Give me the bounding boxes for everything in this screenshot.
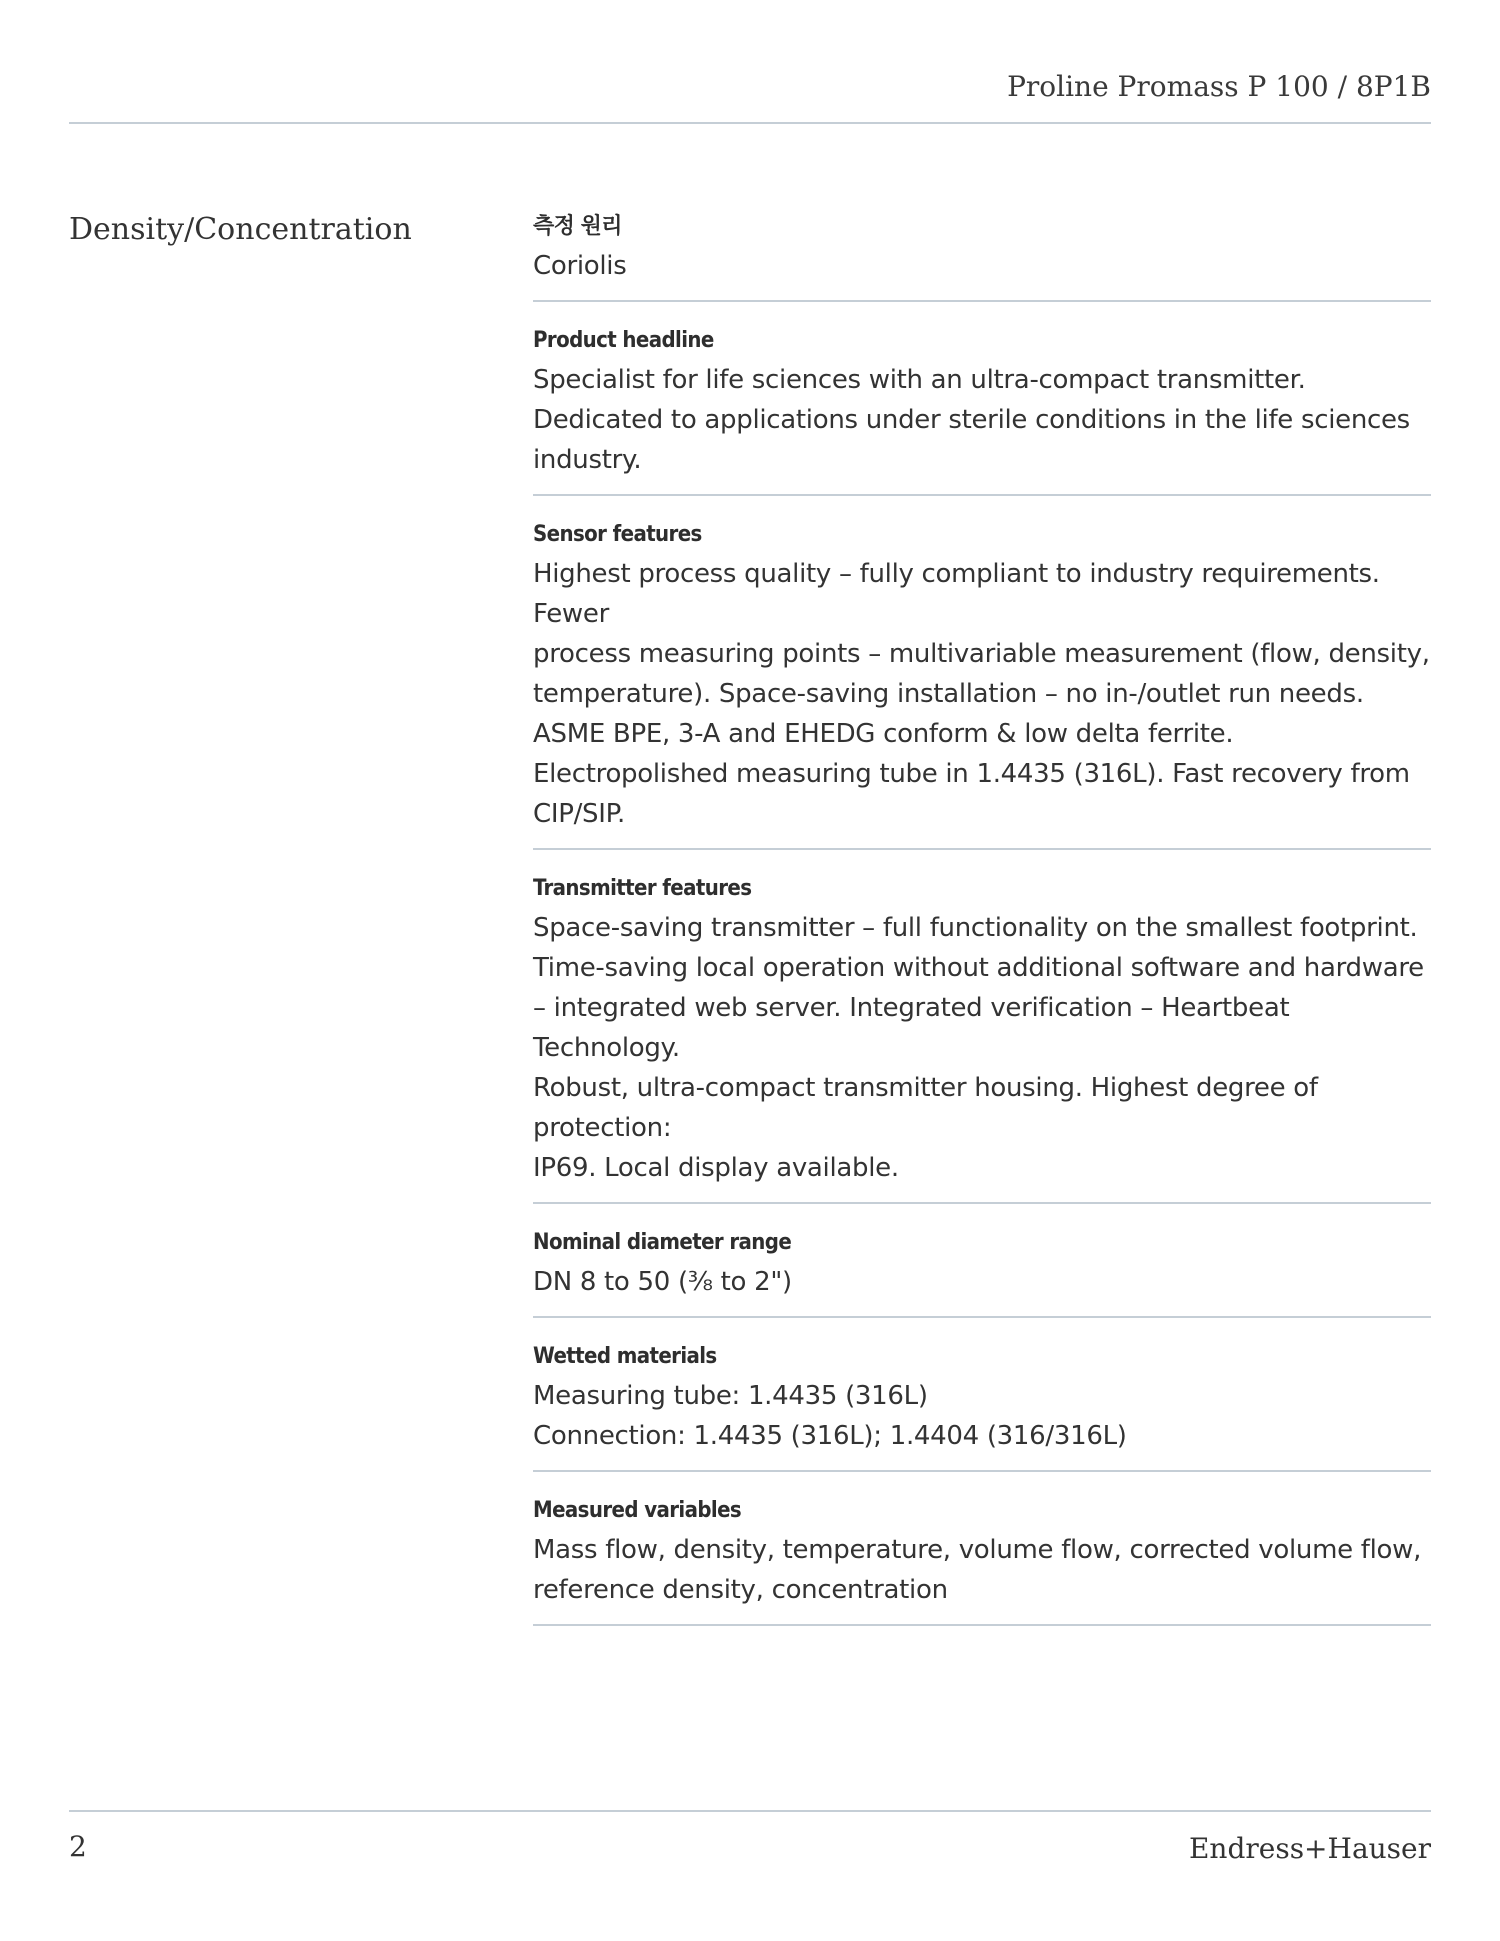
entry-line: process measuring points – multivariable measurement (flow, density, xyxy=(533,639,1430,669)
entry-line: Time‐saving local operation without additional software and hardware xyxy=(533,953,1424,983)
spec-entry-nominal-diameter-range xyxy=(533,1228,1431,1318)
entry-label: Measured variables xyxy=(533,1498,742,1523)
entry-text xyxy=(533,908,1431,1188)
spec-entry-sensor-features xyxy=(533,520,1431,850)
entry-line: temperature). Space‐saving installation – no in-/outlet run needs. xyxy=(533,679,1364,709)
entry-line: Coriolis xyxy=(533,251,627,281)
brand-name: Endress+Hauser xyxy=(1188,1832,1431,1865)
entry-line: Measuring tube: 1.4435 (316L) xyxy=(533,1381,928,1411)
entry-line: Electropolished measuring tube in 1.4435 (316L). Fast recovery from xyxy=(533,759,1410,789)
entry-label: Product headline xyxy=(533,328,714,353)
entry-text xyxy=(533,1262,1431,1302)
entry-label: Transmitter features xyxy=(533,876,752,901)
entry-line: Dedicated to applications under sterile conditions in the life sciences xyxy=(533,405,1410,435)
entry-line: IP69. Local display available. xyxy=(533,1153,899,1183)
spec-entry-product-headline xyxy=(533,326,1431,496)
entry-text xyxy=(533,1376,1431,1456)
entry-line: reference density, concentration xyxy=(533,1575,948,1605)
entry-line: Space‐saving transmitter – full functionality on the smallest footprint. xyxy=(533,913,1418,943)
entry-line: industry. xyxy=(533,445,642,475)
entry-line: DN 8 to 50 (⅜ to 2") xyxy=(533,1267,792,1297)
entry-text xyxy=(533,1530,1431,1610)
entry-line: Specialist for life sciences with an ultra-compact transmitter. xyxy=(533,365,1306,395)
document-header-title: Proline Promass P 100 / 8P1B xyxy=(1007,70,1431,103)
entry-line: ASME BPE, 3‐A and EHEDG conform & low delta ferrite. xyxy=(533,719,1234,749)
entry-line: Highest process quality – fully compliant to industry requirements. Fewer xyxy=(533,559,1380,629)
entry-line: – integrated web server. Integrated verification – Heartbeat Technology. xyxy=(533,993,1290,1063)
spec-entry-transmitter-features xyxy=(533,874,1431,1204)
footer-divider xyxy=(69,1810,1431,1812)
spec-entry-measured-variables xyxy=(533,1496,1431,1626)
entry-label: Wetted materials xyxy=(533,1344,717,1369)
spec-entries xyxy=(533,212,1431,1650)
entry-line: CIP/SIP. xyxy=(533,799,625,829)
section-title: Density/Concentration xyxy=(69,212,412,247)
entry-label: 측정 원리 xyxy=(533,214,622,239)
entry-line: Mass flow, density, temperature, volume flow, corrected volume flow, xyxy=(533,1535,1422,1565)
spec-entry-wetted-materials xyxy=(533,1342,1431,1472)
entry-line: Connection: 1.4435 (316L); 1.4404 (316/316L) xyxy=(533,1421,1127,1451)
spec-entry-measuring-principle xyxy=(533,212,1431,302)
entry-label: Nominal diameter range xyxy=(533,1230,792,1255)
entry-text xyxy=(533,360,1431,480)
entry-line: Robust, ultra-compact transmitter housing. Highest degree of protection: xyxy=(533,1073,1318,1143)
page-number: 2 xyxy=(69,1830,87,1863)
entry-text xyxy=(533,246,1431,286)
entry-text xyxy=(533,554,1431,834)
header-divider xyxy=(69,122,1431,124)
entry-label: Sensor features xyxy=(533,522,702,547)
